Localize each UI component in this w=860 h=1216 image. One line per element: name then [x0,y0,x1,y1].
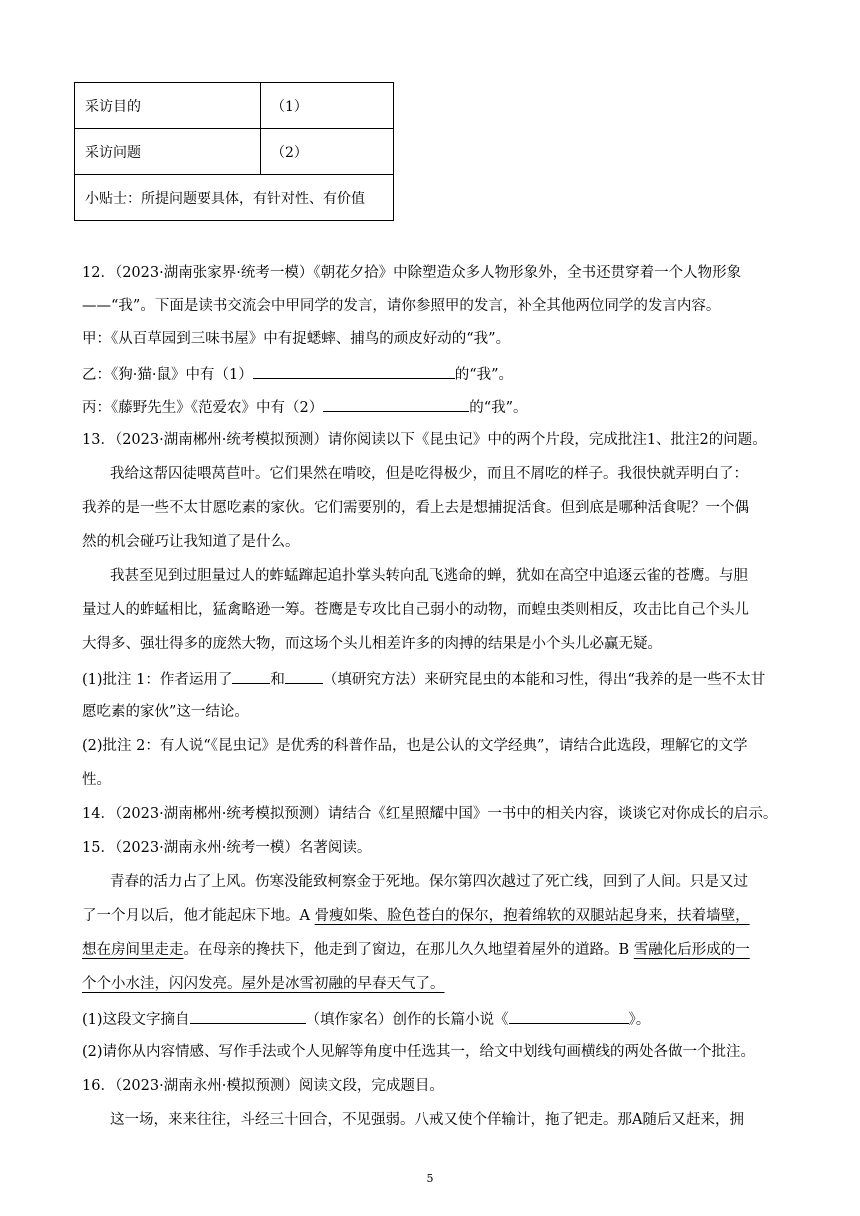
q13-note-1-c: （填研究方法）来研究昆虫的本能和习性，得出“我养的是一些不太甘 [322,672,766,688]
q13-passage-1-line-2: 我养的是一些不太甘愿吃素的家伙。它们需要别的，看上去是想捕捉活食。但到底是哪种活食呢？一个偶 [82,500,749,516]
q15-passage-line-4 [82,975,445,993]
q16-head: 16．（2023·湖南永州·模拟预测）阅读文段，完成题目。 [82,1078,444,1094]
answer-blank[interactable] [509,1009,629,1024]
q14: 14．（2023·湖南郴州·统考模拟预测）请结合《红星照耀中国》一书中的相关内容，谈谈它对你成长的启示。 [82,806,778,822]
answer-blank[interactable] [253,364,455,379]
table-cell-value: （2） [261,129,394,175]
table-row [75,175,394,221]
interview-table [74,82,394,221]
q16-passage-line-1: 这一场，来来往往，斗经三十回合，不见强弱。八戒又使个佯输计，拖了钯走。那A随后又赶来，拥 [110,1112,744,1128]
underlined-sentence-b: 雪融化后形成的一 [633,942,750,958]
q13-note-1 [82,669,765,689]
answer-blank[interactable] [190,1009,306,1024]
q13-passage-2-line-2: 量过人的蚱蜢相比，猛禽略逊一筹。苍鹰是专攻比自己弱小的动物，而蝗虫类则相反，攻击比自己个头儿 [82,602,749,618]
q12-jia: 甲：《从百草园到三味书屋》中有捉蟋蟀、捕鸟的顽皮好动的“我”。 [82,331,511,347]
q13-passage-1-line-1: 我给这帮囚徒喂莴苣叶。它们果然在啃咬，但是吃得极少，而且不屑吃的样子。我很快就弄明白了： [110,466,748,482]
q12-yi [82,364,513,384]
q13-note-1-a: (1)批注 1：作者运用了 [82,672,233,688]
q15-passage-line-3 [82,941,750,959]
q13-head: 13．（2023·湖南郴州·统考模拟预测）请你阅读以下《昆虫记》中的两个片段，完成批注1、批注2的问题。 [82,432,767,448]
q12-bing-suffix: 的“我”。 [469,400,528,416]
table-cell-value: （1） [261,83,394,129]
q12-line-1: 12．（2023·湖南张家界·统考一模）《朝花夕拾》中除塑造众多人物形象外，全书还贯穿着一个人物形象 [82,265,742,281]
q12-yi-suffix: 的“我”。 [454,367,514,383]
answer-blank[interactable] [285,669,323,684]
answer-blank[interactable] [232,669,270,684]
q15-sub-1-b: （填作家名）创作的长篇小说《 [305,1012,509,1028]
table-cell-label: 采访目的 [75,83,261,129]
q13-passage-2-line-1: 我甚至见到过胆量过人的蚱蜢蹿起追扑掌头转向乱飞逃命的蝉，犹如在高空中追逐云雀的苍鹰。与胆 [110,568,748,584]
page-number: 5 [426,1172,434,1185]
table-row [75,129,394,175]
q13-passage-1-line-3: 然的机会碰巧让我知道了是什么。 [82,534,300,550]
q12-bing-prefix: 丙：《藤野先生》《范爱农》中有（2） [82,400,324,416]
q13-passage-2-line-3: 大得多、强壮得多的庞然大物，而这场个头儿相差许多的肉搏的结果是小个头儿必赢无疑。 [82,636,662,652]
table-cell-label: 采访问题 [75,129,261,175]
q15-passage-line-2 [82,907,750,925]
q12-yi-prefix: 乙：《狗·猫·鼠》中有（1） [82,367,253,383]
table-row [75,83,394,129]
q12-bing [82,397,528,417]
q15-head: 15．（2023·湖南永州·统考一模）名著阅读。 [82,840,372,856]
q15-sub-2: (2)请你从内容情感、写作手法或个人见解等角度中任选其一，给文中划线句画横线的两处各做一个批注。 [82,1044,756,1060]
q13-note-1-b: 和 [270,672,285,688]
q13-note-2-line-1: (2)批注 2：有人说“《昆虫记》是优秀的科普作品，也是公认的文学经典”，请结合此选段，理解它的文学 [82,738,748,754]
table-tip: 小贴士：所提问题要具体，有针对性、有价值 [75,175,394,221]
q15-passage-line-1: 青春的活力占了上风。伤寒没能致柯察金于死地。保尔第四次越过了死亡线，回到了人间。只是又过 [110,874,748,890]
q15-sub-1-a: (1)这段文字摘自 [82,1012,190,1028]
underlined-sentence-b-end: 个个小水洼，闪闪发亮。屋外是冰雪初融的早春天气了。 [82,976,445,992]
q15-sub-1 [82,1009,650,1029]
q12-line-2: ——“我”。下面是读书交流会中甲同学的发言，请你参照甲的发言，补全其他两位同学的发言内容。 [82,298,721,314]
q15-line-2-plain: 了一个月以后，他才能起床下地。A [82,908,315,924]
q15-line-3-plain: 。在母亲的搀扶下，他走到了窗边，在那儿久久地望着屋外的道路。B [183,942,634,958]
q13-note-1-line-2: 愿吃素的家伙”这一结论。 [82,704,249,720]
q13-note-2-line-2: 性。 [82,772,111,788]
underlined-sentence-a: 骨瘦如柴、脸色苍白的保尔，抱着绵软的双腿站起身来，扶着墙壁， [314,908,750,924]
underlined-sentence-a-end: 想在房间里走走 [82,942,184,958]
answer-blank[interactable] [323,397,469,412]
q15-sub-1-c: 》。 [628,1012,651,1028]
